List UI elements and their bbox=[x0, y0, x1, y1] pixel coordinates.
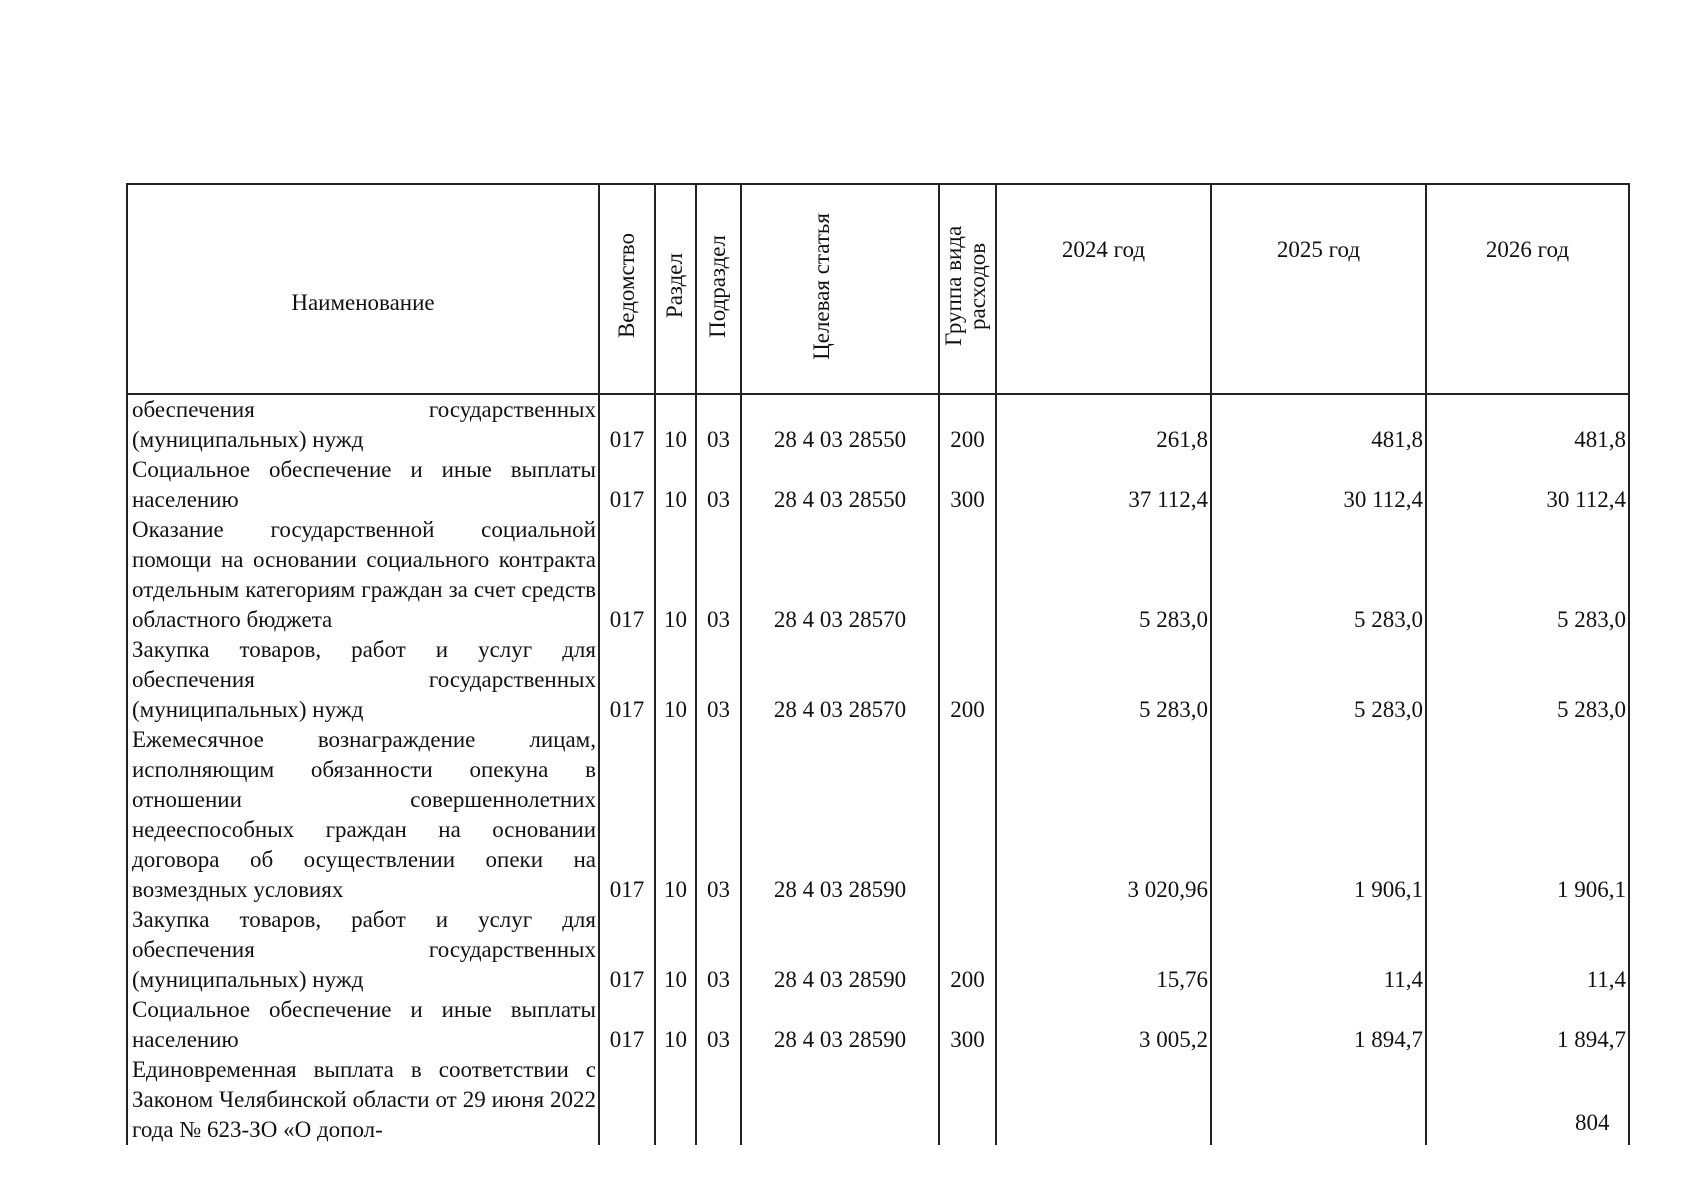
row-name: Закупка товаров, работ и услуг для обеспечения государственных (муниципальных) нужд bbox=[127, 905, 599, 995]
row-vedomstvo: 017 bbox=[599, 725, 655, 905]
header-celevaya: Целевая статья bbox=[741, 184, 939, 394]
row-podrazdel: 03 bbox=[696, 515, 741, 635]
row-2024: 3 020,96 bbox=[996, 725, 1211, 905]
row-celevaya bbox=[741, 1055, 939, 1145]
row-podrazdel: 03 bbox=[696, 635, 741, 725]
table-header-row bbox=[127, 184, 1629, 394]
row-2026: 30 112,4 bbox=[1426, 455, 1629, 515]
header-name: Наименование bbox=[127, 184, 599, 394]
row-2026: 11,4 bbox=[1426, 905, 1629, 995]
row-2026: 1 894,7 bbox=[1426, 995, 1629, 1055]
row-gruppa bbox=[939, 725, 996, 905]
row-2024: 3 005,2 bbox=[996, 995, 1211, 1055]
row-celevaya: 28 4 03 28550 bbox=[741, 394, 939, 455]
header-2026: 2026 год bbox=[1426, 184, 1629, 394]
row-celevaya: 28 4 03 28590 bbox=[741, 905, 939, 995]
header-2025: 2025 год bbox=[1211, 184, 1426, 394]
row-razdel: 10 bbox=[655, 995, 696, 1055]
row-2025: 5 283,0 bbox=[1211, 635, 1426, 725]
row-gruppa: 200 bbox=[939, 394, 996, 455]
row-celevaya: 28 4 03 28570 bbox=[741, 635, 939, 725]
row-2025: 1 906,1 bbox=[1211, 725, 1426, 905]
row-razdel: 10 bbox=[655, 635, 696, 725]
row-name: Единовременная выплата в соответствии с Законом Челябинской области от 29 июня 2022 года № 623-ЗО «О допол- bbox=[127, 1055, 599, 1145]
row-2025: 5 283,0 bbox=[1211, 515, 1426, 635]
row-name: Социальное обеспечение и иные выплаты населению bbox=[127, 995, 599, 1055]
row-vedomstvo: 017 bbox=[599, 394, 655, 455]
row-2024: 37 112,4 bbox=[996, 455, 1211, 515]
row-2025 bbox=[1211, 1055, 1426, 1145]
table-row bbox=[127, 905, 1629, 995]
budget-table bbox=[126, 183, 1630, 1145]
row-vedomstvo bbox=[599, 1055, 655, 1145]
row-name: обеспечения государственных (муниципальных) нужд bbox=[127, 394, 599, 455]
row-name: Закупка товаров, работ и услуг для обеспечения государственных (муниципальных) нужд bbox=[127, 635, 599, 725]
row-vedomstvo: 017 bbox=[599, 515, 655, 635]
row-celevaya: 28 4 03 28590 bbox=[741, 995, 939, 1055]
row-gruppa: 300 bbox=[939, 995, 996, 1055]
budget-table-sheet bbox=[126, 183, 1628, 1145]
row-2024: 15,76 bbox=[996, 905, 1211, 995]
row-celevaya: 28 4 03 28570 bbox=[741, 515, 939, 635]
row-razdel bbox=[655, 1055, 696, 1145]
row-vedomstvo: 017 bbox=[599, 455, 655, 515]
row-celevaya: 28 4 03 28550 bbox=[741, 455, 939, 515]
header-razdel: Раздел bbox=[655, 184, 696, 394]
row-gruppa: 200 bbox=[939, 905, 996, 995]
header-2024: 2024 год bbox=[996, 184, 1211, 394]
row-2026: 5 283,0 bbox=[1426, 635, 1629, 725]
row-razdel: 10 bbox=[655, 515, 696, 635]
table-row bbox=[127, 515, 1629, 635]
row-podrazdel: 03 bbox=[696, 995, 741, 1055]
row-razdel: 10 bbox=[655, 455, 696, 515]
row-razdel: 10 bbox=[655, 394, 696, 455]
row-2024: 261,8 bbox=[996, 394, 1211, 455]
row-2025: 1 894,7 bbox=[1211, 995, 1426, 1055]
row-gruppa bbox=[939, 1055, 996, 1145]
row-podrazdel: 03 bbox=[696, 725, 741, 905]
row-2024: 5 283,0 bbox=[996, 515, 1211, 635]
row-vedomstvo: 017 bbox=[599, 905, 655, 995]
header-podrazdel: Подраздел bbox=[696, 184, 741, 394]
row-2025: 30 112,4 bbox=[1211, 455, 1426, 515]
row-razdel: 10 bbox=[655, 905, 696, 995]
row-vedomstvo: 017 bbox=[599, 635, 655, 725]
row-gruppa: 300 bbox=[939, 455, 996, 515]
row-gruppa bbox=[939, 515, 996, 635]
table-row bbox=[127, 635, 1629, 725]
table-row bbox=[127, 725, 1629, 905]
row-vedomstvo: 017 bbox=[599, 995, 655, 1055]
row-2025: 11,4 bbox=[1211, 905, 1426, 995]
row-podrazdel: 03 bbox=[696, 394, 741, 455]
row-2026: 481,8 bbox=[1426, 394, 1629, 455]
header-vedomstvo: Ведомство bbox=[599, 184, 655, 394]
table-row bbox=[127, 394, 1629, 455]
row-2026: 1 906,1 bbox=[1426, 725, 1629, 905]
row-2026: 5 283,0 bbox=[1426, 515, 1629, 635]
row-2025: 481,8 bbox=[1211, 394, 1426, 455]
row-podrazdel bbox=[696, 1055, 741, 1145]
row-celevaya: 28 4 03 28590 bbox=[741, 725, 939, 905]
page-number: 804 bbox=[1575, 1110, 1610, 1135]
table-row bbox=[127, 995, 1629, 1055]
row-2024 bbox=[996, 1055, 1211, 1145]
table-row bbox=[127, 1055, 1629, 1145]
row-podrazdel: 03 bbox=[696, 905, 741, 995]
table-row bbox=[127, 455, 1629, 515]
header-gruppa: Группа вида расходов bbox=[939, 184, 996, 394]
row-name: Оказание государственной социальной помощи на основании социального контракта отдельным категориям граждан за счет средств областного бюджета bbox=[127, 515, 599, 635]
row-name: Ежемесячное вознаграждение лицам, исполняющим обязанности опекуна в отношении совершеннолетних недееспособных граждан на основании договора об осуществлении опеки на возмездных условиях bbox=[127, 725, 599, 905]
row-gruppa: 200 bbox=[939, 635, 996, 725]
row-podrazdel: 03 bbox=[696, 455, 741, 515]
row-razdel: 10 bbox=[655, 725, 696, 905]
row-2024: 5 283,0 bbox=[996, 635, 1211, 725]
row-name: Социальное обеспечение и иные выплаты населению bbox=[127, 455, 599, 515]
